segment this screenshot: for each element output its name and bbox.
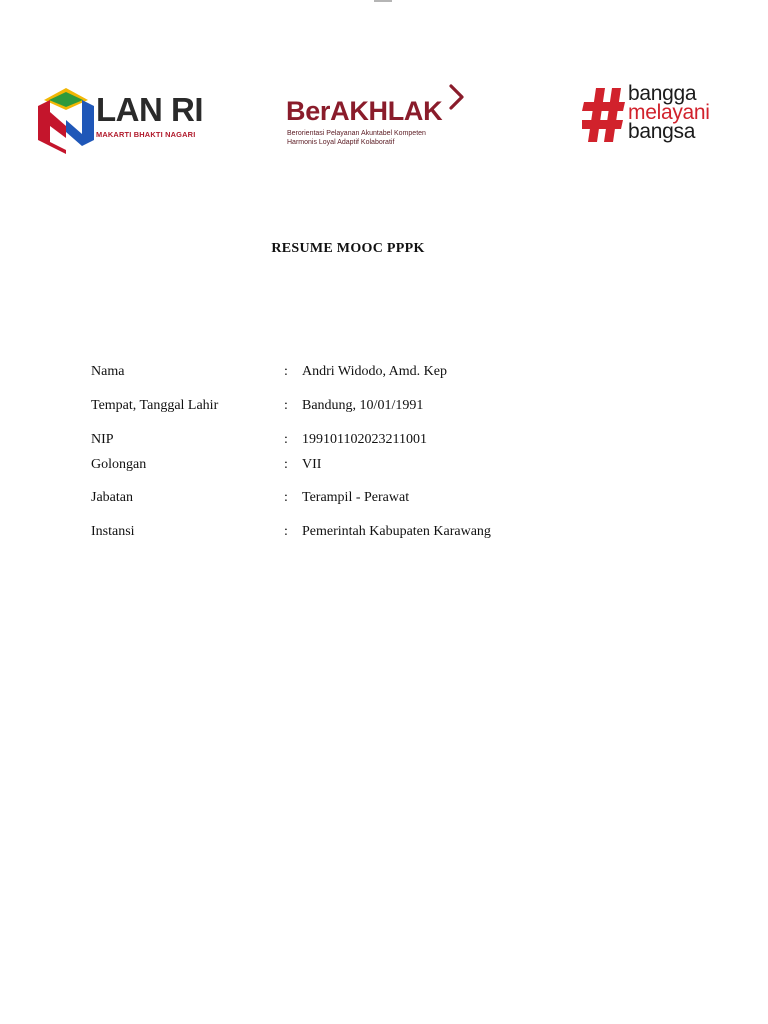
field-separator: : — [284, 524, 288, 539]
field-value: VII — [302, 457, 322, 472]
field-separator: : — [284, 490, 288, 505]
berakhlak-wordmark: BerAKHLAK — [286, 96, 443, 126]
lanri-subtitle: MAKARTI BHAKTI NAGARI — [96, 130, 196, 139]
field-value: Pemerintah Kabupaten Karawang — [302, 524, 491, 539]
field-value: Andri Widodo, Amd. Kep — [302, 364, 448, 379]
chevron-right-icon — [446, 84, 466, 112]
field-row-tempat-tanggal-lahir — [91, 396, 711, 416]
lanri-logo — [36, 86, 206, 156]
page-top-mark — [374, 0, 392, 2]
berakhlak-logo — [286, 84, 476, 154]
field-label: Instansi — [91, 524, 135, 539]
field-label: Nama — [91, 364, 125, 379]
lanri-emblem-icon — [36, 86, 96, 156]
field-separator: : — [284, 432, 288, 447]
bangsa-text: bangsa — [628, 120, 696, 143]
document-title: RESUME MOOC PPPK — [271, 241, 425, 256]
field-value: 199101102023211001 — [302, 432, 427, 447]
field-value: Bandung, 10/01/1991 — [302, 398, 424, 413]
field-row-golongan — [91, 455, 711, 475]
bangga-melayani-bangsa-logo — [582, 84, 732, 150]
field-label: NIP — [91, 432, 114, 447]
field-label: Tempat, Tanggal Lahir — [91, 398, 219, 413]
field-label: Jabatan — [91, 490, 133, 505]
berakhlak-tagline-line2: Harmonis Loyal Adaptif Kolaboratif — [287, 139, 395, 146]
field-row-nip — [91, 430, 711, 450]
field-row-jabatan — [91, 488, 711, 508]
field-value: Terampil - Perawat — [302, 490, 410, 505]
field-row-instansi — [91, 522, 711, 542]
field-separator: : — [284, 364, 288, 379]
melayani-text: melayani — [628, 101, 710, 124]
hashtag-icon — [582, 86, 626, 144]
field-separator: : — [284, 457, 288, 472]
field-label: Golongan — [91, 457, 147, 472]
field-row-nama — [91, 362, 711, 382]
berakhlak-tagline-line1: Berorientasi Pelayanan Akuntabel Kompeten — [287, 130, 426, 137]
bangga-text: bangga — [628, 82, 697, 105]
lanri-title: LAN RI — [96, 91, 203, 128]
field-separator: : — [284, 398, 288, 413]
